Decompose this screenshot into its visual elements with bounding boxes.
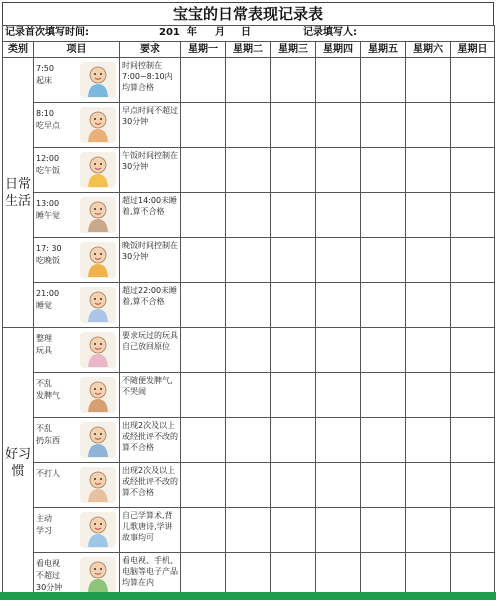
day-check-cell[interactable]	[226, 238, 271, 283]
day-unit: 日	[241, 27, 251, 38]
day-check-cell[interactable]	[226, 103, 271, 148]
day-check-cell[interactable]	[451, 328, 495, 373]
day-check-cell[interactable]	[361, 193, 406, 238]
day-check-cell[interactable]	[451, 463, 495, 508]
table-row	[3, 508, 495, 553]
table-row	[3, 148, 495, 193]
item-cell	[34, 418, 120, 463]
table-row	[3, 58, 495, 103]
day-check-cell[interactable]	[451, 148, 495, 193]
day-check-cell[interactable]	[316, 103, 361, 148]
child-studying-icon	[79, 511, 117, 549]
item-cell	[34, 148, 120, 193]
requirement-cell	[120, 553, 181, 598]
table-row	[3, 373, 495, 418]
requirement-text: 时间控制在7:00~8:10内均算合格	[122, 61, 173, 92]
day-check-cell[interactable]	[181, 508, 226, 553]
day-check-cell[interactable]	[451, 508, 495, 553]
item-cell	[34, 553, 120, 598]
table-row	[3, 238, 495, 283]
requirement-text: 午饭时间控制在30分钟	[122, 151, 178, 171]
child-tantrum-icon	[79, 376, 117, 414]
requirement-text: 不随便发脾气,不哭闹	[122, 376, 173, 396]
record-sheet	[2, 2, 494, 598]
requirement-text: 超过14:00未睡着,算不合格	[122, 196, 178, 216]
bottom-green-bar	[0, 592, 496, 600]
day-check-cell[interactable]	[316, 373, 361, 418]
requirement-cell	[120, 463, 181, 508]
day-check-cell[interactable]	[226, 328, 271, 373]
requirement-text: 出现2次及以上或经批评不改的算不合格	[122, 421, 178, 452]
day-check-cell[interactable]	[181, 328, 226, 373]
day-check-cell[interactable]	[316, 508, 361, 553]
item-cell	[34, 508, 120, 553]
day-check-cell[interactable]	[181, 148, 226, 193]
day-check-cell[interactable]	[451, 238, 495, 283]
header-day-fri: 星期五	[361, 42, 406, 58]
day-check-cell[interactable]	[271, 193, 316, 238]
children-playing-icon	[79, 466, 117, 504]
day-check-cell[interactable]	[226, 58, 271, 103]
baby-eating-lunch-icon	[79, 151, 117, 189]
header-day-thu: 星期四	[316, 42, 361, 58]
item-label: 12:00 吃午饭	[36, 154, 60, 175]
page-title: 宝宝的日常表现记录表	[2, 2, 494, 25]
day-check-cell[interactable]	[361, 58, 406, 103]
day-check-cell[interactable]	[361, 103, 406, 148]
item-label: 13:00 睡午觉	[36, 199, 60, 220]
day-check-cell[interactable]	[361, 373, 406, 418]
category-label: 日常 生活	[4, 176, 31, 209]
requirement-cell	[120, 238, 181, 283]
day-check-cell[interactable]	[406, 463, 451, 508]
day-check-cell[interactable]	[226, 553, 271, 598]
day-check-cell[interactable]	[226, 508, 271, 553]
item-label: 不打人	[36, 469, 60, 478]
day-check-cell[interactable]	[271, 463, 316, 508]
day-check-cell[interactable]	[406, 238, 451, 283]
requirement-text: 出现2次及以上或经批评不改的算不合格	[122, 466, 178, 497]
day-check-cell[interactable]	[271, 103, 316, 148]
day-check-cell[interactable]	[406, 103, 451, 148]
year-unit: 年	[187, 27, 197, 38]
day-check-cell[interactable]	[226, 463, 271, 508]
requirement-text: 早点时间不超过30分钟	[122, 106, 178, 126]
table-row	[3, 193, 495, 238]
day-check-cell[interactable]	[316, 463, 361, 508]
day-check-cell[interactable]	[406, 58, 451, 103]
header-row	[3, 42, 495, 58]
day-check-cell[interactable]	[271, 418, 316, 463]
header-requirement: 要求	[120, 42, 181, 58]
year-value: 201	[159, 27, 180, 38]
day-check-cell[interactable]	[181, 463, 226, 508]
day-check-cell[interactable]	[451, 553, 495, 598]
day-check-cell[interactable]	[271, 328, 316, 373]
day-check-cell[interactable]	[451, 418, 495, 463]
requirement-cell	[120, 418, 181, 463]
day-check-cell[interactable]	[406, 418, 451, 463]
item-label: 主动 学习	[36, 514, 52, 535]
requirement-text: 超过22:00未睡着,算不合格	[122, 286, 178, 306]
day-check-cell[interactable]	[451, 103, 495, 148]
day-check-cell[interactable]	[361, 508, 406, 553]
item-cell	[34, 238, 120, 283]
requirement-cell	[120, 58, 181, 103]
day-check-cell[interactable]	[316, 148, 361, 193]
day-check-cell[interactable]	[316, 58, 361, 103]
item-cell	[34, 328, 120, 373]
day-check-cell[interactable]	[181, 58, 226, 103]
requirement-cell	[120, 283, 181, 328]
meta-row	[3, 26, 495, 42]
item-cell	[34, 283, 120, 328]
item-cell	[34, 373, 120, 418]
day-check-cell[interactable]	[181, 553, 226, 598]
day-check-cell[interactable]	[226, 418, 271, 463]
record-table	[2, 25, 495, 598]
day-check-cell[interactable]	[316, 553, 361, 598]
day-check-cell[interactable]	[316, 283, 361, 328]
table-row	[3, 463, 495, 508]
item-label: 21:00 睡觉	[36, 289, 60, 310]
category-cell	[3, 328, 34, 598]
requirement-cell	[120, 328, 181, 373]
first-fill-label: 记录首次填写时间:	[5, 27, 89, 38]
requirement-cell	[120, 508, 181, 553]
table-row	[3, 328, 495, 373]
table-row	[3, 553, 495, 598]
day-check-cell[interactable]	[181, 238, 226, 283]
day-check-cell[interactable]	[361, 418, 406, 463]
day-check-cell[interactable]	[316, 418, 361, 463]
teddy-bear-icon	[79, 331, 117, 369]
day-check-cell[interactable]	[451, 58, 495, 103]
day-check-cell[interactable]	[451, 373, 495, 418]
day-check-cell[interactable]	[451, 193, 495, 238]
day-check-cell[interactable]	[226, 148, 271, 193]
header-day-mon: 星期一	[181, 42, 226, 58]
day-check-cell[interactable]	[316, 193, 361, 238]
header-day-wed: 星期三	[271, 42, 316, 58]
baby-napping-icon	[79, 196, 117, 234]
month-unit: 月	[215, 27, 225, 38]
child-throwing-icon	[79, 421, 117, 459]
day-check-cell[interactable]	[406, 373, 451, 418]
baby-eating-dinner-icon	[79, 241, 117, 279]
day-check-cell[interactable]	[271, 58, 316, 103]
baby-sleeping-icon	[79, 286, 117, 324]
item-label: 8:10 吃早点	[36, 109, 60, 130]
record-body	[3, 58, 495, 598]
requirement-cell	[120, 193, 181, 238]
item-label: 不乱 扔东西	[36, 424, 60, 445]
day-check-cell[interactable]	[406, 283, 451, 328]
day-check-cell[interactable]	[316, 238, 361, 283]
day-check-cell[interactable]	[361, 283, 406, 328]
header-day-tue: 星期二	[226, 42, 271, 58]
day-check-cell[interactable]	[226, 373, 271, 418]
requirement-text: 看电视、手机、电脑等电子产品均算在内	[122, 556, 178, 587]
day-check-cell[interactable]	[406, 193, 451, 238]
item-label: 7:50 起床	[36, 64, 54, 85]
category-label: 好习 惯	[4, 446, 31, 479]
requirement-text: 自己学算术,背儿歌唐诗,学讲故事均可	[122, 511, 173, 542]
item-label: 不乱 发脾气	[36, 379, 60, 400]
filler-label: 记录填写人:	[303, 27, 357, 38]
item-cell	[34, 58, 120, 103]
day-check-cell[interactable]	[181, 373, 226, 418]
day-check-cell[interactable]	[181, 103, 226, 148]
table-row	[3, 283, 495, 328]
day-check-cell[interactable]	[316, 328, 361, 373]
baby-eating-breakfast-icon	[79, 106, 117, 144]
header-day-sat: 星期六	[406, 42, 451, 58]
day-check-cell[interactable]	[271, 283, 316, 328]
day-check-cell[interactable]	[361, 328, 406, 373]
child-watching-tv-icon	[79, 556, 117, 594]
day-check-cell[interactable]	[226, 283, 271, 328]
day-check-cell[interactable]	[361, 148, 406, 193]
day-check-cell[interactable]	[406, 148, 451, 193]
table-row	[3, 103, 495, 148]
day-check-cell[interactable]	[181, 418, 226, 463]
item-cell	[34, 193, 120, 238]
day-check-cell[interactable]	[181, 283, 226, 328]
item-label: 17: 30 吃晚饭	[36, 244, 62, 265]
day-check-cell[interactable]	[271, 553, 316, 598]
header-category: 类别	[3, 42, 34, 58]
day-check-cell[interactable]	[451, 283, 495, 328]
item-label: 整理 玩具	[36, 334, 52, 355]
item-cell	[34, 103, 120, 148]
requirement-cell	[120, 373, 181, 418]
day-check-cell[interactable]	[271, 373, 316, 418]
header-day-sun: 星期日	[451, 42, 495, 58]
item-cell	[34, 463, 120, 508]
day-check-cell[interactable]	[271, 148, 316, 193]
requirement-text: 晚饭时间控制在30分钟	[122, 241, 178, 261]
requirement-cell	[120, 148, 181, 193]
day-check-cell[interactable]	[406, 508, 451, 553]
category-cell	[3, 58, 34, 328]
requirement-text: 要求玩过的玩具自己放回原位	[122, 331, 178, 351]
table-row	[3, 418, 495, 463]
day-check-cell[interactable]	[361, 463, 406, 508]
day-check-cell[interactable]	[406, 328, 451, 373]
day-check-cell[interactable]	[361, 238, 406, 283]
day-check-cell[interactable]	[271, 238, 316, 283]
item-label: 看电视 不超过 30分钟	[36, 559, 63, 592]
day-check-cell[interactable]	[226, 193, 271, 238]
day-check-cell[interactable]	[271, 508, 316, 553]
day-check-cell[interactable]	[361, 553, 406, 598]
header-item: 项目	[34, 42, 120, 58]
requirement-cell	[120, 103, 181, 148]
day-check-cell[interactable]	[181, 193, 226, 238]
baby-waking-icon	[79, 61, 117, 99]
day-check-cell[interactable]	[406, 553, 451, 598]
